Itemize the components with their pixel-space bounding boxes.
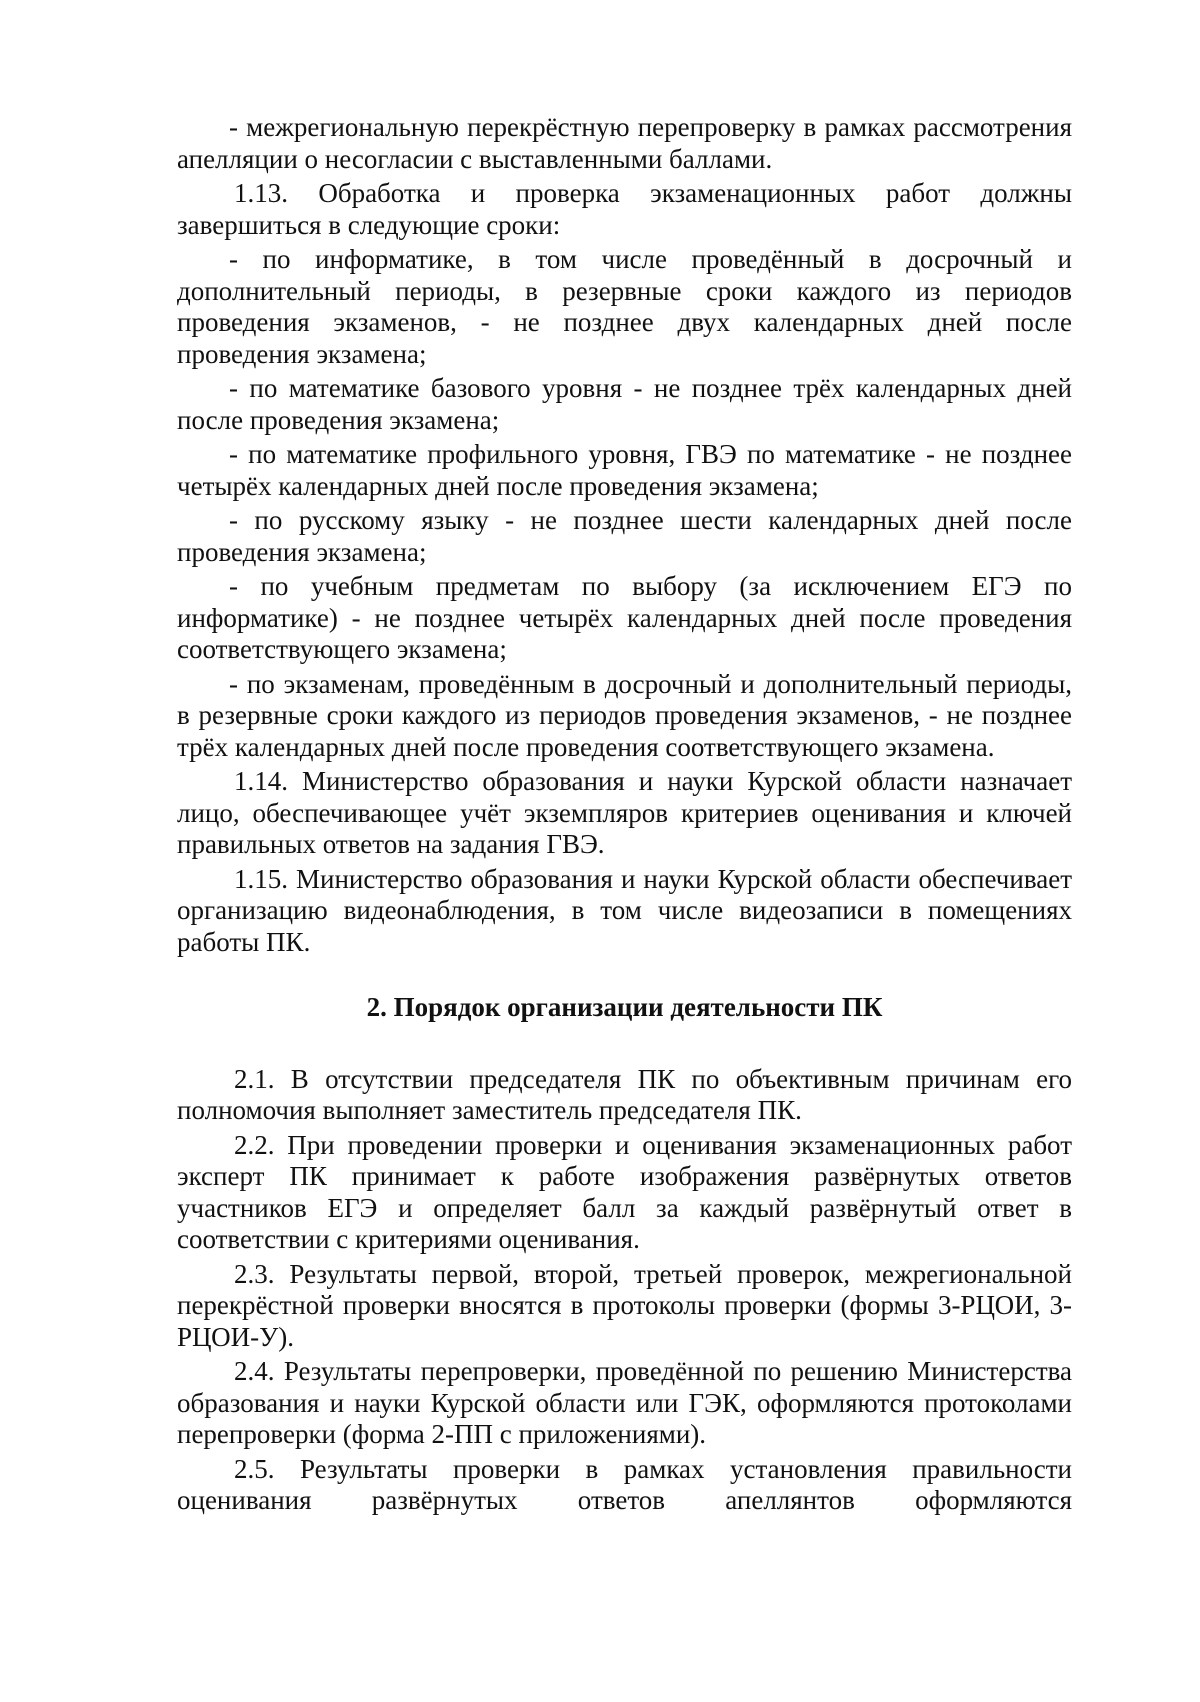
paragraph-1-15: 1.15. Министерство образования и науки Курской области обеспечивает организацию видеонаблюдения, в том числе видеозаписи в помещениях работы ПК.: [177, 863, 1072, 957]
paragraph-informatics-deadline: - по информатике, в том числе проведённый в досрочный и дополнительный периоды, в резервные сроки каждого из периодов проведения экзаменов, - не позднее двух календарных дней после проведения экзамена;: [177, 244, 1072, 369]
paragraph-2-3: 2.3. Результаты первой, второй, третьей проверок, межрегиональной перекрёстной проверки вносятся в протоколы проверки (формы 3-РЦОИ, 3-РЦОИ-У).: [177, 1258, 1072, 1352]
paragraph-1-13: 1.13. Обработка и проверка экзаменационных работ должны завершиться в следующие сроки:: [177, 178, 1072, 240]
document-body: [177, 112, 1072, 1520]
paragraph-2-2: 2.2. При проведении проверки и оценивания экзаменационных работ эксперт ПК принимает к работе изображения развёрнутых ответов участников ЕГЭ и определяет балл за каждый развёрнутый ответ в соответствии с критериями оценивания.: [177, 1129, 1072, 1254]
paragraph-math-profile-deadline: - по математике профильного уровня, ГВЭ по математике - не позднее четырёх календарных дней после проведения экзамена;: [177, 439, 1072, 501]
paragraph-2-4: 2.4. Результаты перепроверки, проведённой по решению Министерства образования и науки Курской области или ГЭК, оформляются протоколами перепроверки (форма 2-ПП с приложениями).: [177, 1356, 1072, 1449]
paragraph-math-basic-deadline: - по математике базового уровня - не позднее трёх календарных дней после проведения экзамена;: [177, 373, 1072, 435]
paragraph-russian-deadline: - по русскому языку - не позднее шести календарных дней после проведения экзамена;: [177, 505, 1072, 567]
paragraph-elective-deadline: - по учебным предметам по выбору (за исключением ЕГЭ по информатике) - не позднее четырёх календарных дней после проведения соответствующего экзамена;: [177, 571, 1072, 664]
section-heading: 2. Порядок организации деятельности ПК: [366, 992, 883, 1022]
paragraph-2-1: 2.1. В отсутствии председателя ПК по объективным причинам его полномочия выполняет заместитель председателя ПК.: [177, 1063, 1072, 1125]
paragraph-2-5: 2.5. Результаты проверки в рамках установления правильности оценивания развёрнутых ответов апеллянтов оформляются: [177, 1453, 1072, 1515]
paragraph-interregional-recheck: - межрегиональную перекрёстную перепроверку в рамках рассмотрения апелляции о несогласии с выставленными баллами.: [177, 112, 1072, 174]
paragraph-1-14: 1.14. Министерство образования и науки Курской области назначает лицо, обеспечивающее учёт экземпляров критериев оценивания и ключей правильных ответов на задания ГВЭ.: [177, 766, 1072, 859]
paragraph-early-exams-deadline: - по экзаменам, проведённым в досрочный и дополнительный периоды, в резервные сроки каждого из периодов проведения экзаменов, - не позднее трёх календарных дней после проведения соответствующего экзамена.: [177, 668, 1072, 762]
